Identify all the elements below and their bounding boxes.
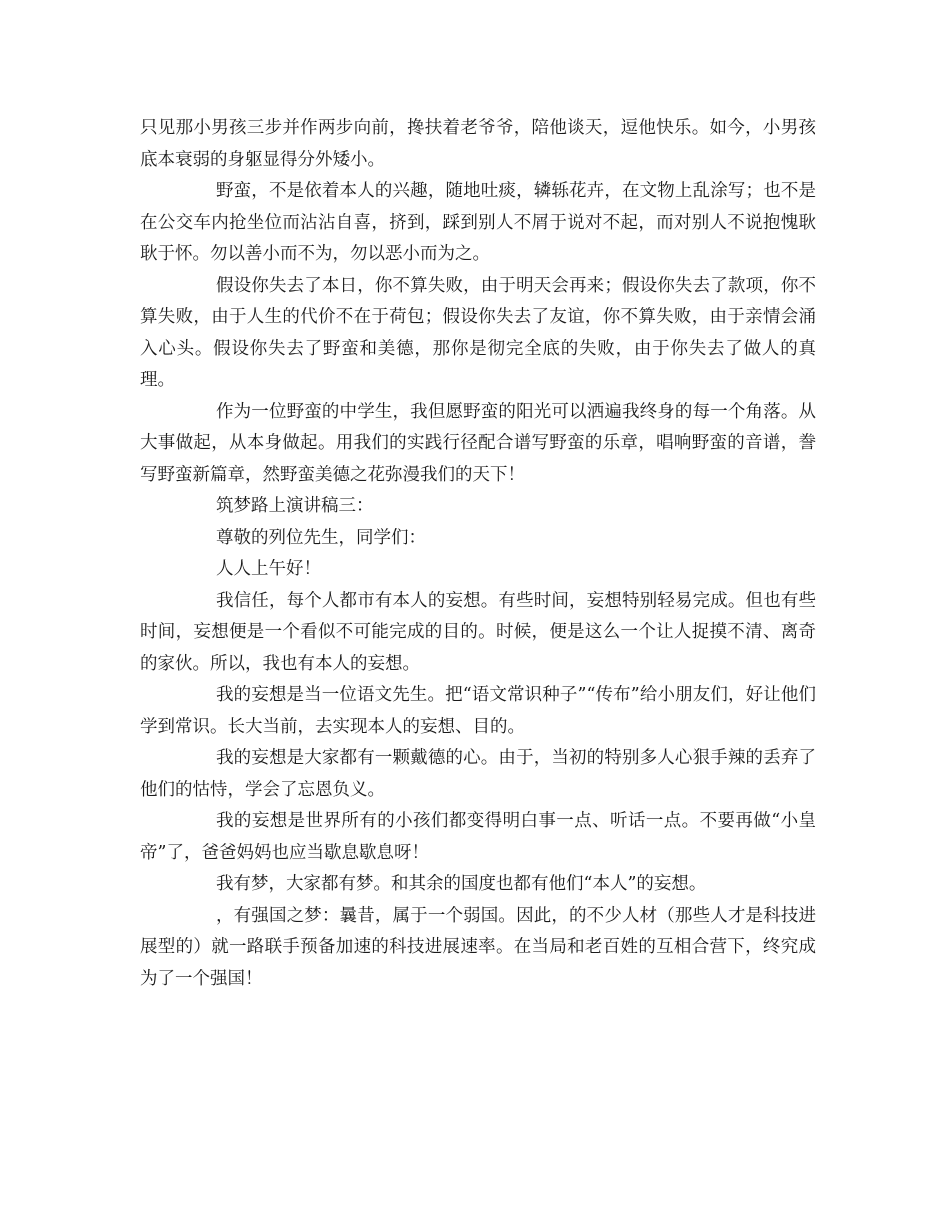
paragraph: 我信任，每个人都市有本人的妄想。有些时间，妄想特别轻易完成。但也有些时间，妄想便是一个看似不可能完成的目的。时候，便是这么一个让人捉摸不清、离奇的家伙。所以，我也有本人的妄想。 (140, 590, 816, 674)
greeting: 人人上午好！ (216, 559, 321, 579)
paragraph: 只见那小男孩三步并作两步向前，搀扶着老爷爷，陪他谈天，逗他快乐。如今，小男孩底本衰弱的身躯显得分外矮小。 (140, 118, 816, 170)
paragraph: 我的妄想是世界所有的小孩们都变得明白事一点、听话一点。不要再做“小皇帝”了，爸爸妈妈也应当歇息歇息呀！ (140, 811, 816, 863)
document-body (140, 113, 816, 995)
salutation: 尊敬的列位先生，同学们： (216, 527, 426, 548)
paragraph: 野蛮，不是依着本人的兴趣，随地吐痰，辚轹花卉，在文物上乱涂写；也不是在公交车内抢坐位而沾沾自喜，挤到，踩到别人不屑于说对不起，而对别人不说抱愧耿耿于怀。勿以善小而不为，勿以恶小而为之。 (140, 181, 816, 264)
paragraph: 我有梦，大家都有梦。和其余的国度也都有他们“本人”的妄想。 (216, 874, 707, 894)
section-heading: 筑梦路上演讲稿三： (216, 496, 374, 516)
paragraph: 我的妄想是大家都有一颗戴德的心。由于，当初的特别多人心狠手辣的丢弃了他们的怙恃，学会了忘恩负义。 (140, 748, 816, 800)
paragraph: 我的妄想是当一位语文先生。把“语文常识种子”“传布”给小朋友们，好让他们学到常识。长大当前，去实现本人的妄想、目的。 (140, 685, 816, 737)
paragraph: ，有强国之梦：曩昔，属于一个弱国。因此，的不少人材（那些人才是科技进展型的）就一路联手预备加速的科技进展速率。在当局和老百姓的互相合营下，终究成为了一个强国！ (140, 905, 816, 989)
paragraph: 作为一位野蛮的中学生，我但愿野蛮的阳光可以洒遍我终身的每一个角落。从大事做起，从本身做起。用我们的实践行径配合谱写野蛮的乐章，唱响野蛮的音谱，誊写野蛮新篇章，然野蛮美德之花弥漫我们的天下！ (140, 401, 816, 485)
paragraph: 假设你失去了本日，你不算失败，由于明天会再来；假设你失去了款项，你不算失败，由于人生的代价不在于荷包；假设你失去了友谊，你不算失败，由于亲情会涌入心头。假设你失去了野蛮和美德，那你是彻完全底的失败，由于你失去了做人的真理。 (140, 275, 816, 390)
